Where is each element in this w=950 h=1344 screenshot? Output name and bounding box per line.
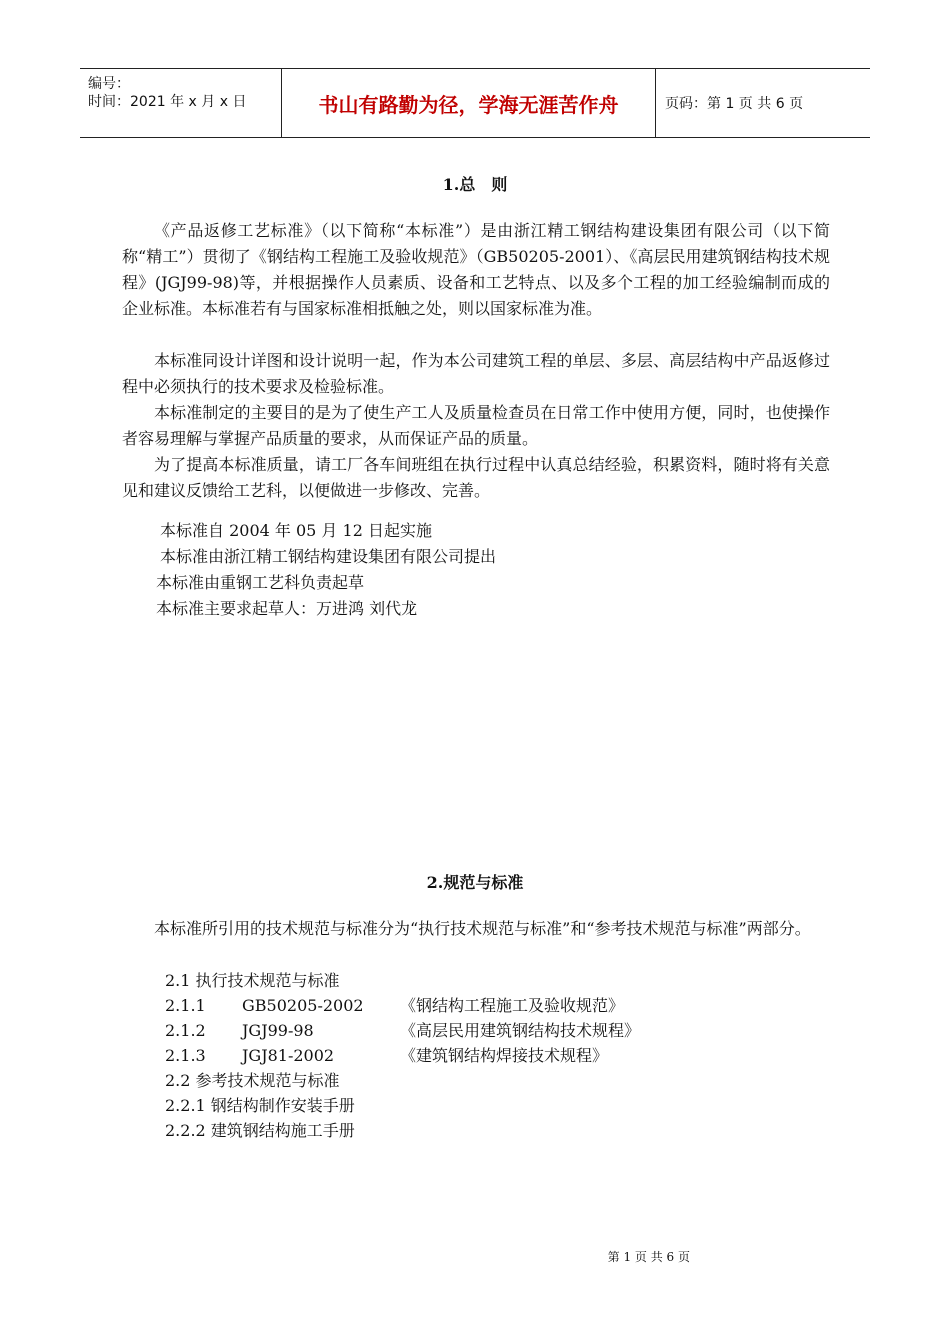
reference-number: 2.1.3 — [165, 1046, 206, 1065]
header-motto: 书山有路勤为径，学海无涯苦作舟 — [281, 69, 656, 137]
reference-code: JGJ81-2002 — [242, 1046, 335, 1065]
sub-section-2-2-title: 2.2 参考技术规范与标准 — [165, 1071, 340, 1090]
section-1-paragraph: 《产品返修工艺标准》（以下简称“本标准”）是由浙江精工钢结构建设集团有限公司（以下简称“精工”）贯彻了《钢结构工程施工及验收规范》（GB50205-2001）、《高层民用建筑钢结构技术规程》(JGJ99-98)等，并根据操作人员素质、设备和工艺特点、以及多个工程的加工经验编制而成的企业标准。本标准若有与国家标准相抵触之处，则以国家标准为准。 — [122, 221, 830, 318]
reference-code: JGJ99-98 — [242, 1021, 314, 1040]
footer-page-number: 第 1 页 共 6 页 — [607, 1250, 690, 1264]
drafters-line: 本标准主要求起草人：万进鸿 刘代龙 — [156, 599, 418, 618]
reference-row — [165, 1043, 608, 1066]
section-2-title: 2.规范与标准 — [426, 873, 524, 892]
reference-manual-item: 2.2.1 钢结构制作安装手册 — [165, 1096, 355, 1115]
document-number-label: 编号： — [88, 76, 130, 92]
header-meta — [80, 69, 281, 137]
reference-name: 《钢结构工程施工及验收规范》 — [400, 996, 625, 1015]
section-1-title: 1.总 则 — [442, 175, 508, 194]
page-header — [80, 68, 870, 138]
document-time-label: 时间：2021 年 x 月 x 日 — [88, 94, 247, 110]
section-1-paragraph: 为了提高本标准质量，请工厂各车间班组在执行过程中认真总结经验，积累资料，随时将有关意见和建议反馈给工艺科，以便做进一步修改、完善。 — [122, 455, 830, 500]
reference-number: 2.1.2 — [165, 1021, 206, 1040]
reference-name: 《建筑钢结构焊接技术规程》 — [400, 1046, 609, 1065]
reference-row — [165, 1018, 640, 1041]
reference-row — [165, 993, 624, 1016]
reference-number: 2.1.1 — [165, 996, 206, 1015]
proposer-line: 本标准由浙江精工钢结构建设集团有限公司提出 — [160, 547, 497, 566]
drafting-dept-line: 本标准由重钢工艺科负责起草 — [156, 573, 365, 592]
reference-manual-item: 2.2.2 建筑钢结构施工手册 — [165, 1121, 355, 1140]
header-page-code: 页码：第 1 页 共 6 页 — [665, 96, 804, 112]
section-1-paragraph: 本标准制定的主要目的是为了使生产工人及质量检查员在日常工作中使用方便，同时，也使操作者容易理解与掌握产品质量的要求，从而保证产品的质量。 — [122, 403, 830, 448]
section-2-intro: 本标准所引用的技术规范与标准分为“执行技术规范与标准”和“参考技术规范与标准”两部分。 — [154, 919, 811, 938]
sub-section-2-1-title: 2.1 执行技术规范与标准 — [165, 971, 340, 990]
effective-date-line: 本标准自 2004 年 05 月 12 日起实施 — [160, 521, 432, 540]
section-1-paragraph: 本标准同设计详图和设计说明一起，作为本公司建筑工程的单层、多层、高层结构中产品返修过程中必须执行的技术要求及检验标准。 — [122, 351, 830, 396]
reference-name: 《高层民用建筑钢结构技术规程》 — [400, 1021, 641, 1040]
reference-code: GB50205-2002 — [242, 996, 364, 1015]
